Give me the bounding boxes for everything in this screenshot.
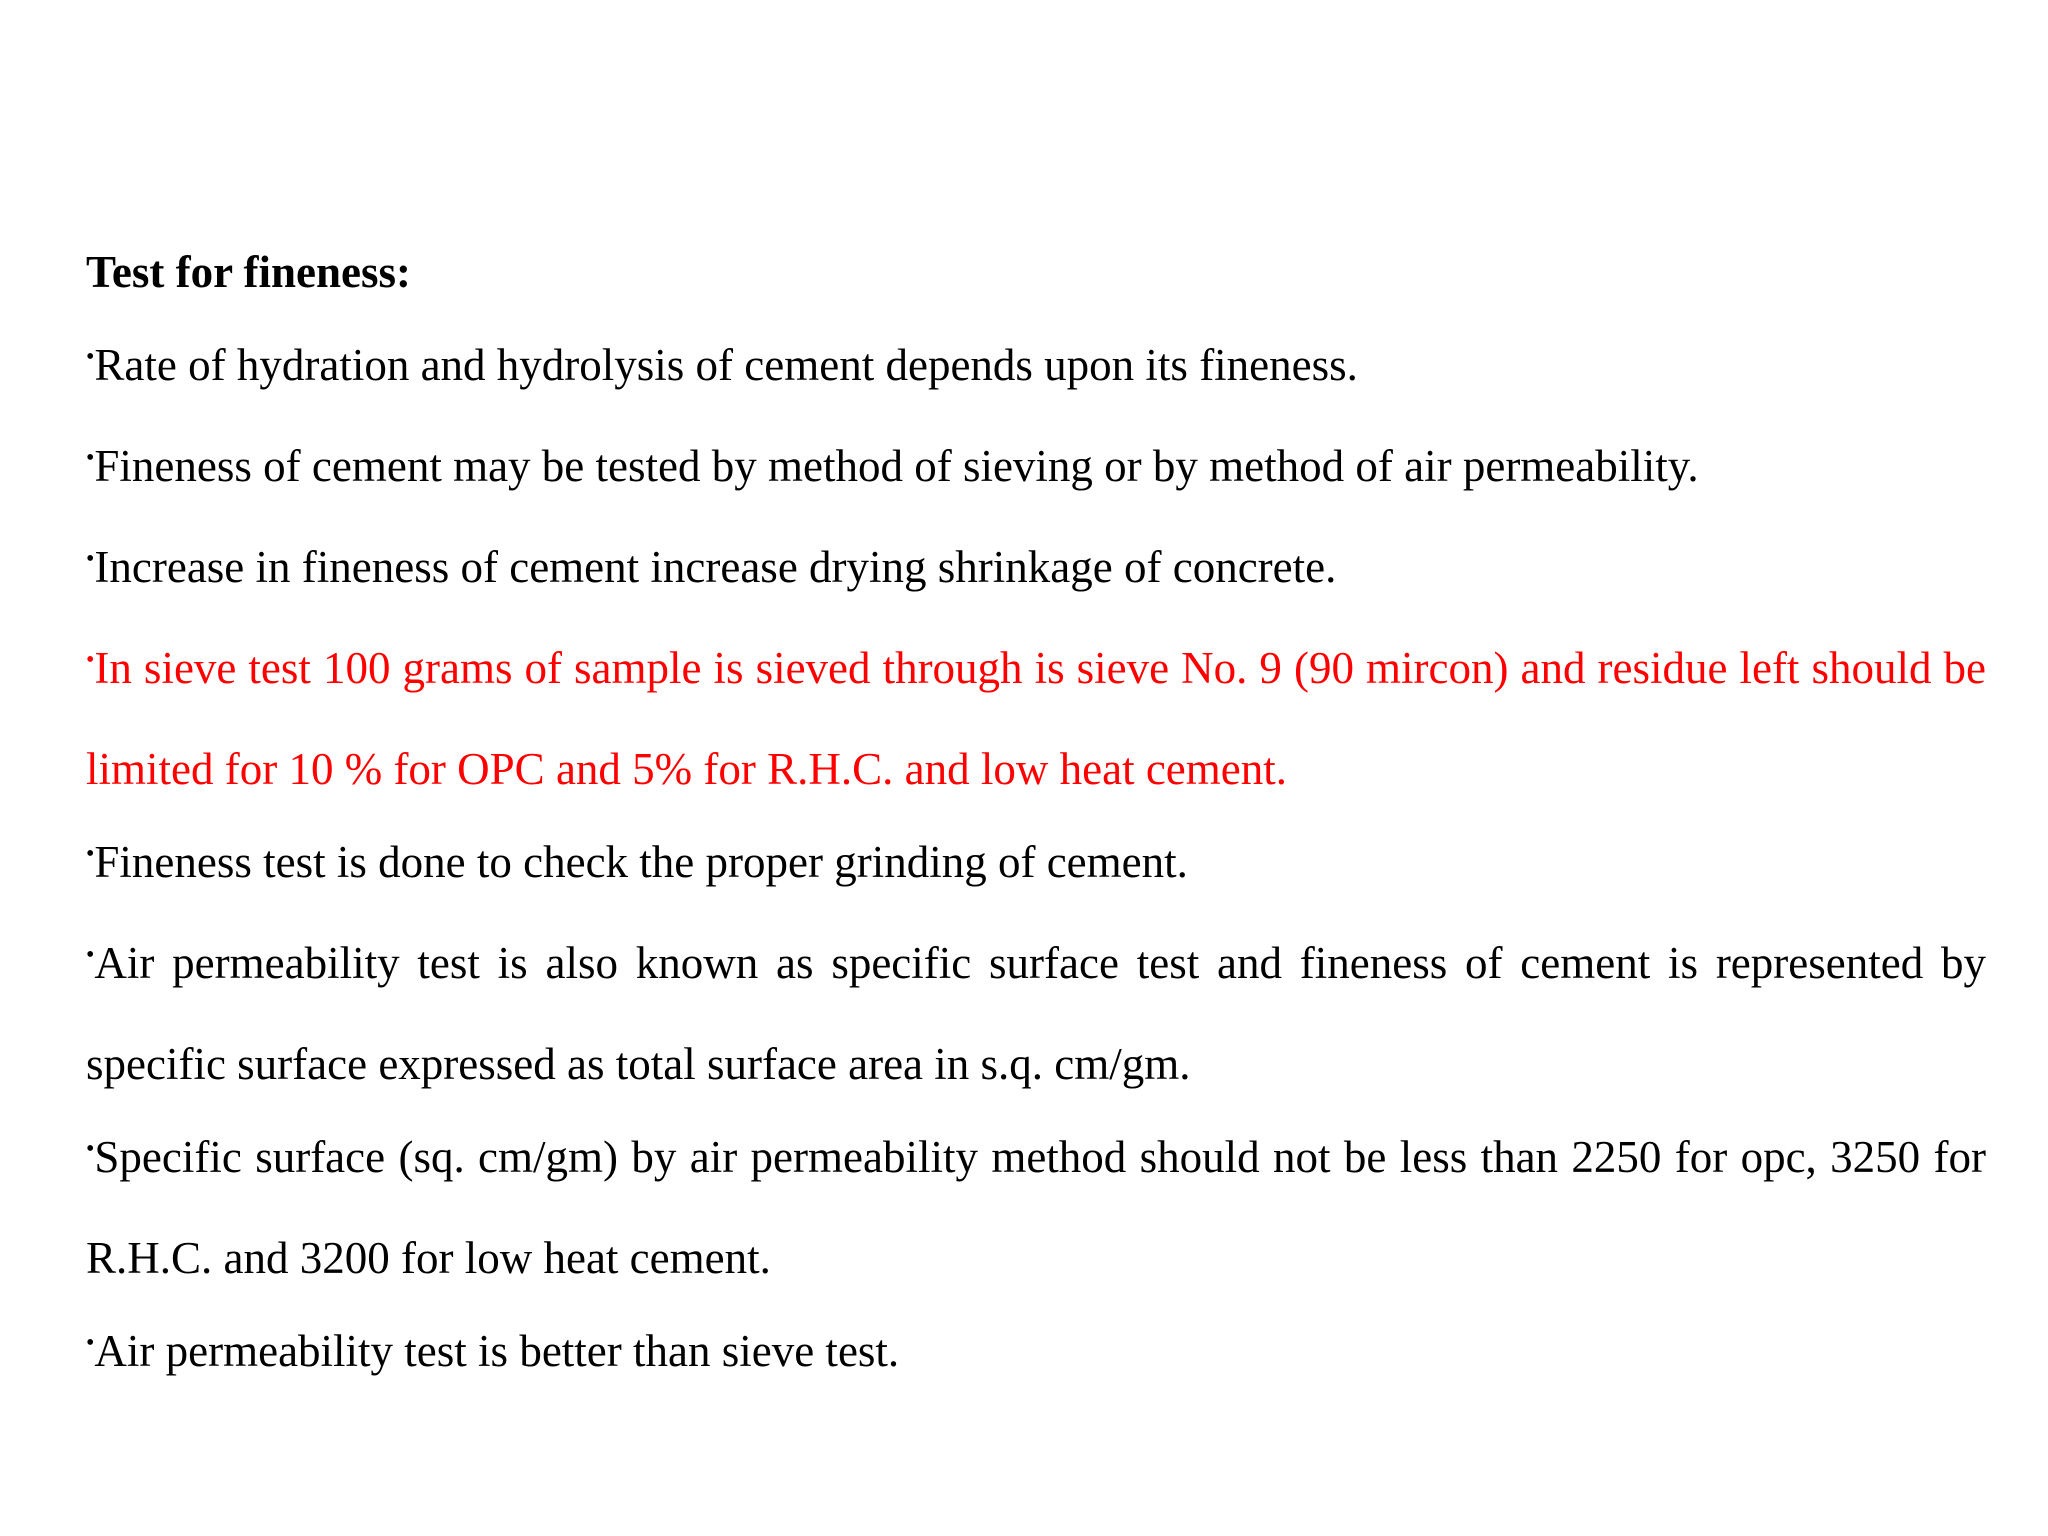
bullet-item	[86, 1305, 1986, 1406]
bullet-icon: •	[86, 841, 95, 867]
bullet-item	[86, 1111, 1986, 1305]
bullet-item	[86, 816, 1986, 917]
bullet-item	[86, 521, 1986, 622]
bullet-icon: •	[86, 546, 95, 572]
bullet-icon: •	[86, 1330, 95, 1356]
bullet-icon: •	[86, 344, 95, 370]
bullet-text: In sieve test 100 grams of sample is sieved through is sieve No. 9 (90 mircon) and residue left should be limited for 10 % for OPC and 5% for R.H.C. and low heat cement.	[86, 643, 1986, 794]
bullet-text: Increase in fineness of cement increase drying shrinkage of concrete.	[94, 542, 1337, 592]
bullet-text: Specific surface (sq. cm/gm) by air permeability method should not be less than 2250 for opc, 3250 for R.H.C. and 3200 for low heat cement.	[86, 1132, 1986, 1283]
bullet-icon: •	[86, 445, 95, 471]
bullet-icon: •	[86, 942, 95, 968]
bullet-text: Air permeability test is also known as specific surface test and fineness of cement is represented by specific surface expressed as total surface area in s.q. cm/gm.	[86, 938, 1986, 1089]
highlighted-bullet-item	[86, 622, 1986, 816]
bullet-text: Fineness test is done to check the proper grinding of cement.	[94, 837, 1188, 887]
bullet-text: Fineness of cement may be tested by method of sieving or by method of air permeability.	[94, 441, 1699, 491]
bullet-text: Rate of hydration and hydrolysis of cement depends upon its fineness.	[94, 340, 1358, 390]
slide-heading: Test for fineness:	[86, 247, 411, 297]
bullet-item	[86, 420, 1986, 521]
bullet-item	[86, 917, 1986, 1111]
bullet-text: Air permeability test is better than sieve test.	[94, 1326, 900, 1376]
bullet-icon: •	[86, 647, 95, 673]
slide-content	[86, 226, 1986, 1406]
bullet-icon: •	[86, 1136, 95, 1162]
bullet-item	[86, 319, 1986, 420]
